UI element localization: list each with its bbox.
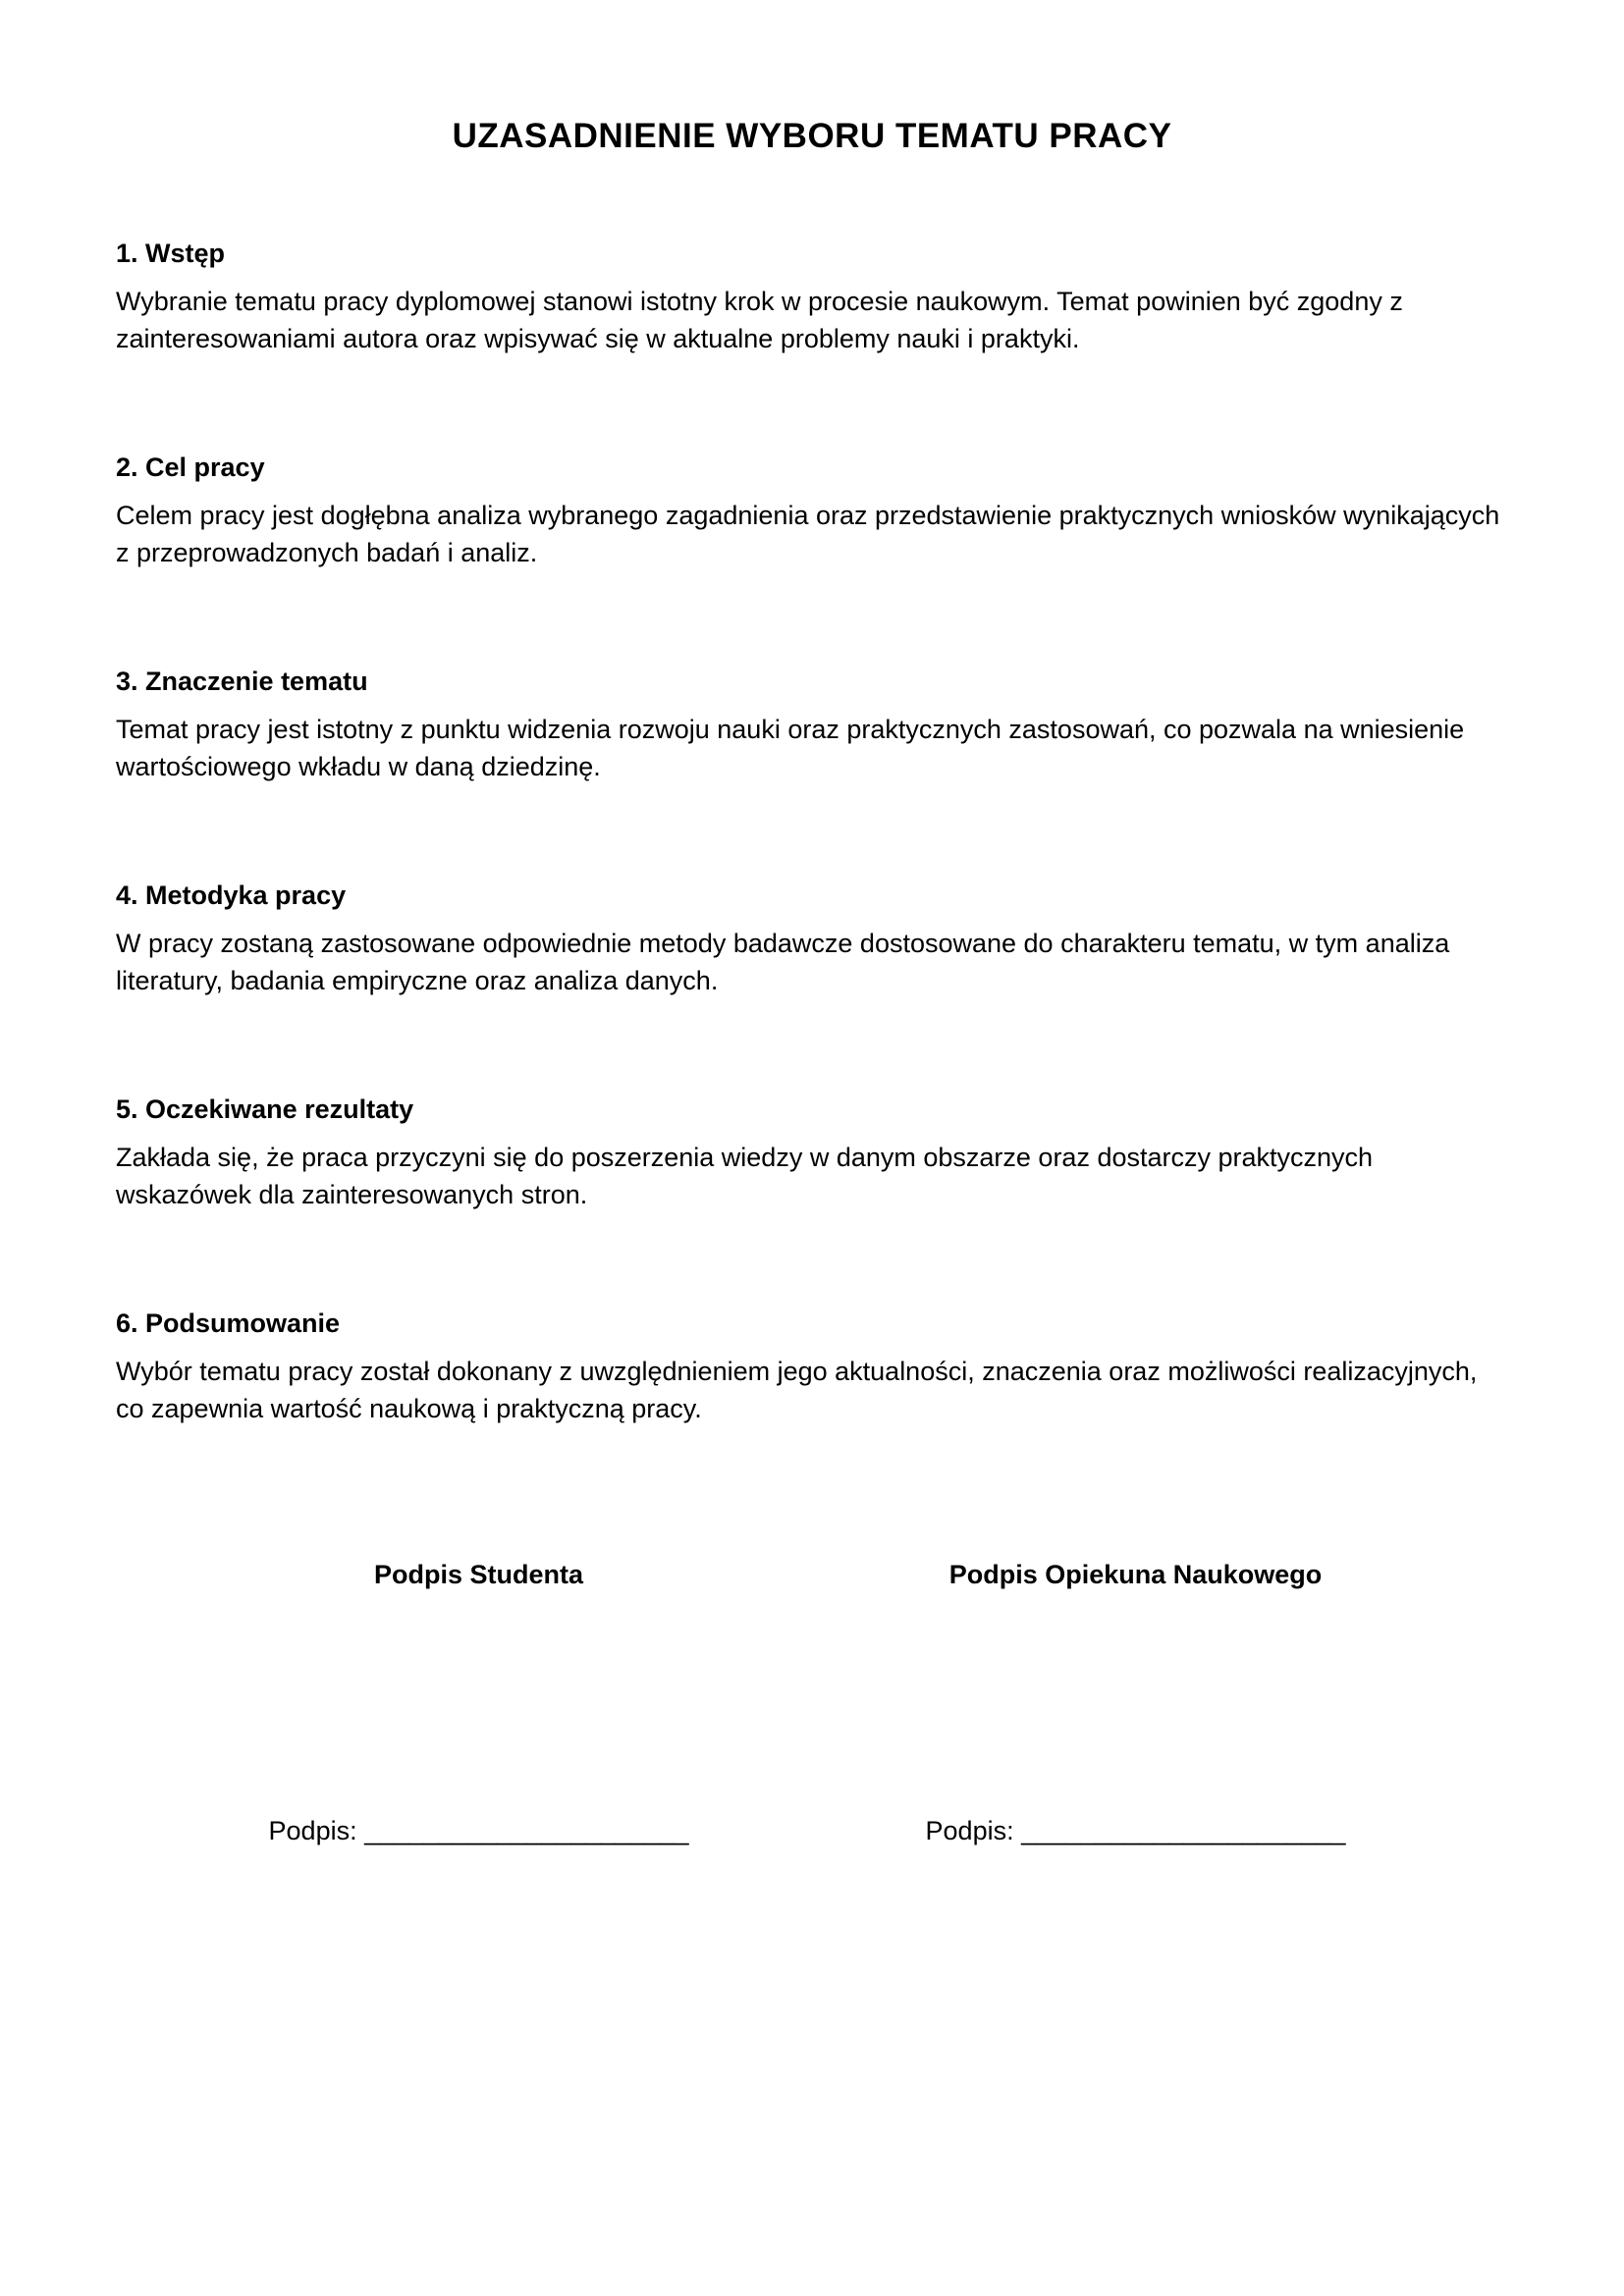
section-podsumowanie-body: Wybór tematu pracy został dokonany z uwzględnieniem jego aktualności, znaczenia oraz możliwości realizacyjnych, co zapewnia wartość naukową i praktyczną pracy. [116, 1357, 1478, 1423]
page-title: UZASADNIENIE WYBORU TEMATU PRACY [452, 117, 1172, 155]
signature-header-student: Podpis Studenta [373, 1560, 583, 1589]
section-wstep [116, 234, 1508, 357]
signature-blank-student: ______________________ [364, 1816, 689, 1845]
signature-label-student: Podpis: [268, 1816, 357, 1845]
section-cel-pracy-body: Celem pracy jest dogłębna analiza wybranego zagadnienia oraz przedstawienie praktycznych wniosków wynikających z przeprowadzonych badań i analiz. [116, 501, 1500, 567]
signature-header-supervisor: Podpis Opiekuna Naukowego [948, 1560, 1323, 1589]
section-metodyka-pracy-heading: 4. Metodyka pracy [116, 881, 347, 910]
section-oczekiwane-rezultaty-body: Zakłada się, że praca przyczyni się do poszerzenia wiedzy w danym obszarze oraz dostarczy praktycznych wskazówek dla zainteresowanych stron. [116, 1143, 1374, 1209]
section-metodyka-pracy [116, 876, 1508, 999]
section-wstep-heading: 1. Wstęp [116, 239, 226, 268]
section-podsumowanie-heading: 6. Podsumowanie [116, 1308, 341, 1338]
section-oczekiwane-rezultaty [116, 1090, 1508, 1213]
section-cel-pracy [116, 448, 1508, 571]
section-podsumowanie [116, 1304, 1508, 1427]
signature-lines-row [116, 1812, 1508, 1849]
section-metodyka-pracy-body: W pracy zostaną zastosowane odpowiednie metody badawcze dostosowane do charakteru tematu, w tym analiza literatury, badania empiryczne oraz analiza danych. [116, 929, 1450, 995]
section-znaczenie-tematu-body: Temat pracy jest istotny z punktu widzenia rozwoju nauki oraz praktycznych zastosowań, co pozwala na wniesienie wartościowego wkładu w daną dziedzinę. [116, 715, 1465, 781]
signature-label-supervisor: Podpis: [925, 1816, 1014, 1845]
section-cel-pracy-heading: 2. Cel pracy [116, 453, 265, 482]
section-oczekiwane-rezultaty-heading: 5. Oczekiwane rezultaty [116, 1095, 414, 1124]
signature-headers-row [116, 1555, 1508, 1594]
section-wstep-body: Wybranie tematu pracy dyplomowej stanowi istotny krok w procesie naukowym. Temat powinien być zgodny z zainteresowaniami autora oraz wpisywać się w aktualne problemy nauki i praktyki. [116, 287, 1403, 353]
signature-blank-supervisor: ______________________ [1021, 1816, 1346, 1845]
sections-container [116, 234, 1508, 1427]
section-znaczenie-tematu [116, 662, 1508, 785]
section-znaczenie-tematu-heading: 3. Znaczenie tematu [116, 667, 368, 696]
signature-field-student [116, 1812, 812, 1849]
signature-field-supervisor [812, 1812, 1508, 1849]
